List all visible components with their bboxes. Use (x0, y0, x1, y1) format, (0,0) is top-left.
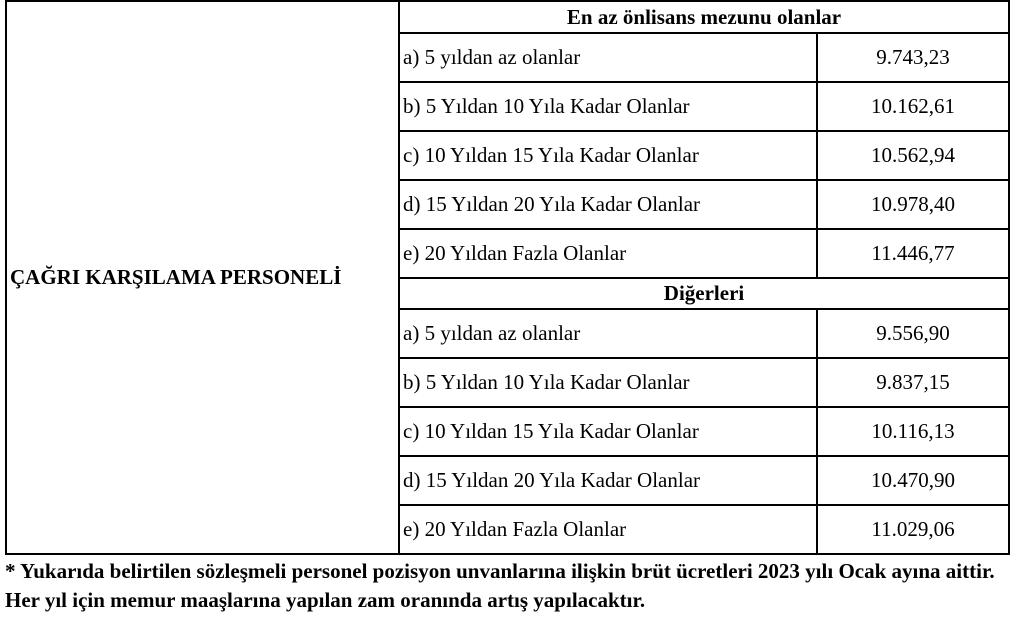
row-value: 10.562,94 (817, 131, 1009, 180)
group-header: Diğerleri (399, 278, 1009, 309)
row-label: b) 5 Yıldan 10 Yıla Kadar Olanlar (399, 358, 817, 407)
row-label: a) 5 yıldan az olanlar (399, 309, 817, 358)
row-label: d) 15 Yıldan 20 Yıla Kadar Olanlar (399, 456, 817, 505)
row-label: a) 5 yıldan az olanlar (399, 33, 817, 82)
row-label: b) 5 Yıldan 10 Yıla Kadar Olanlar (399, 82, 817, 131)
row-value: 11.446,77 (817, 229, 1009, 278)
row-label: e) 20 Yıldan Fazla Olanlar (399, 229, 817, 278)
row-value: 9.743,23 (817, 33, 1009, 82)
group-header: En az önlisans mezunu olanlar (399, 1, 1009, 33)
position-title: ÇAĞRI KARŞILAMA PERSONELİ (6, 1, 399, 554)
footnote: * Yukarıda belirtilen sözleşmeli personel pozisyon unvanlarına ilişkin brüt ücretleri 2023 yılı Ocak ayına aittir. Her yıl için memur maaşlarına yapılan zam oranında artış yapılacaktır. (5, 559, 995, 612)
row-value: 10.978,40 (817, 180, 1009, 229)
row-value: 11.029,06 (817, 505, 1009, 554)
row-label: d) 15 Yıldan 20 Yıla Kadar Olanlar (399, 180, 817, 229)
row-label: e) 20 Yıldan Fazla Olanlar (399, 505, 817, 554)
group-header-row (6, 1, 1009, 33)
row-label: c) 10 Yıldan 15 Yıla Kadar Olanlar (399, 131, 817, 180)
row-value: 10.162,61 (817, 82, 1009, 131)
salary-table (5, 0, 1010, 555)
row-value: 9.556,90 (817, 309, 1009, 358)
row-value: 10.470,90 (817, 456, 1009, 505)
row-value: 9.837,15 (817, 358, 1009, 407)
row-label: c) 10 Yıldan 15 Yıla Kadar Olanlar (399, 407, 817, 456)
row-value: 10.116,13 (817, 407, 1009, 456)
